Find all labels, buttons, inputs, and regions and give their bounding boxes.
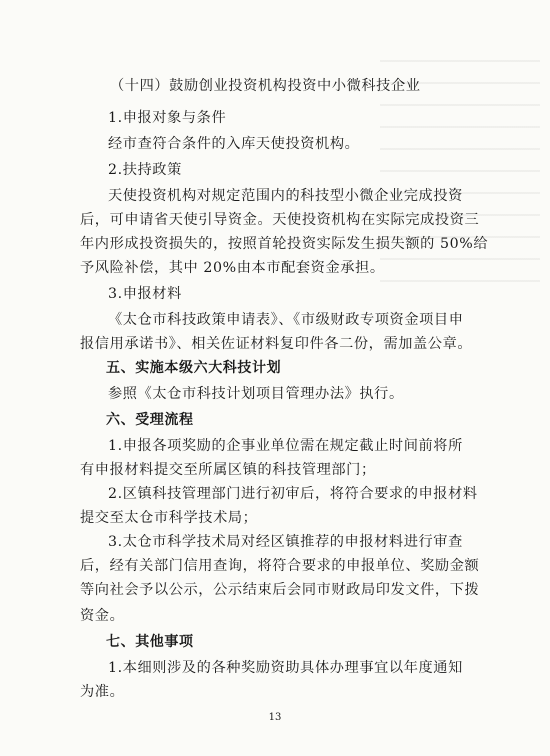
paragraph-line: 后，经有关部门信用查询，将符合要求的申报单位、奖励金额 (80, 558, 480, 574)
paragraph-line: 报信用承诺书》、相关佐证材料复印件各二份，需加盖公章。 (80, 336, 473, 352)
paragraph-line: 提交至太仓市科学技术局； (80, 510, 258, 526)
paragraph-line: 有申报材料提交至所属区镇的科技管理部门； (80, 462, 376, 478)
section-heading-7: 七、其他事项 (106, 634, 194, 650)
paragraph-line: 2.区镇科技管理部门进行初审后，将符合要求的申报材料 (108, 486, 478, 502)
item-heading-applicants: 1.申报对象与条件 (108, 110, 227, 126)
paragraph-line: 经市查符合条件的入库天使投资机构。 (108, 136, 360, 152)
paragraph-line: 予风险补偿，其中 20%由本市配套资金承担。 (80, 260, 385, 276)
paragraph-line: 后，可申请省天使引导资金。天使投资机构在实际完成投资三 (80, 212, 480, 228)
item-heading-materials: 3.申报材料 (108, 286, 182, 302)
paragraph-line: 参照《太仓市科技计划项目管理办法》执行。 (108, 386, 404, 402)
paragraph-line: 年内形成投资损失的，按照首轮投资实际发生损失额的 50%给 (80, 236, 489, 252)
paragraph-line: 1.申报各项奖励的企事业单位需在规定截止时间前将所 (108, 438, 463, 454)
subsection-heading-14: （十四）鼓励创业投资机构投资中小微科技企业 (110, 78, 421, 94)
paragraph-line: 3.太仓市科学技术局对经区镇推荐的申报材料进行审查 (108, 534, 463, 550)
paragraph-line: 等向社会予以公示，公示结束后会同市财政局印发文件，下拨 (80, 582, 480, 598)
section-heading-6: 六、受理流程 (106, 412, 194, 428)
paragraph-line: 《太仓市科技政策申请表》、《市级财政专项资金项目申 (108, 312, 464, 328)
paragraph-line: 1.本细则涉及的各种奖励资助具体办理事宜以年度通知 (108, 660, 463, 676)
page-number: 13 (268, 712, 282, 723)
section-heading-5: 五、实施本级六大科技计划 (106, 360, 282, 376)
paragraph-line: 为准。 (80, 684, 125, 700)
paragraph-line: 天使投资机构对规定范围内的科技型小微企业完成投资 (108, 188, 463, 204)
item-heading-policy: 2.扶持政策 (108, 162, 182, 178)
paragraph-line: 资金。 (80, 608, 125, 624)
